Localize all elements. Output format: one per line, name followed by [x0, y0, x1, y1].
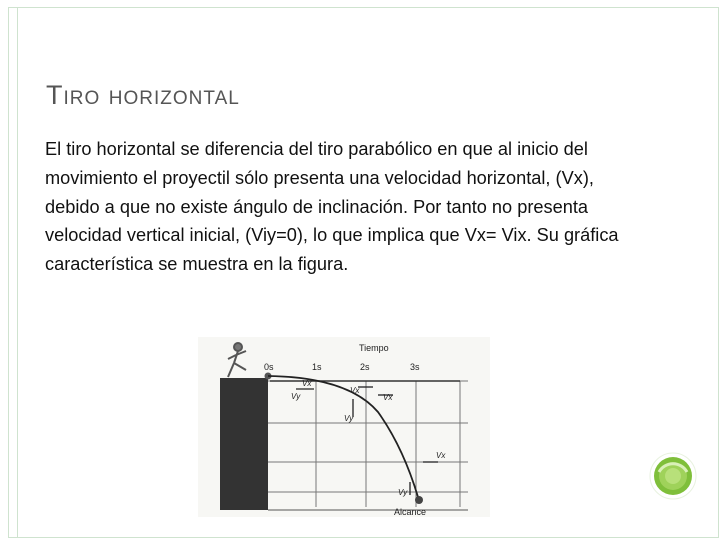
- ball-end: [415, 496, 423, 504]
- time-label-0: 0s: [264, 362, 274, 372]
- cliff-block: [220, 378, 268, 510]
- time-label-3: 3s: [410, 362, 420, 372]
- vy-label-4: Vy: [398, 488, 408, 497]
- vx-label-4: Vx: [436, 451, 446, 460]
- slide-body-text: El tiro horizontal se diferencia del tiro parabólico en que al inicio del movimiento el proyectil sólo presenta una velocidad horizontal, (Vx), debido a que no existe ángulo de inclinación. Por tanto no presenta velocidad vertical inicial, (Viy=0), lo que implica que Vx= Vix. Su gráfica característica se muestra en la figura.: [45, 139, 619, 275]
- time-axis-label: Tiempo: [359, 343, 389, 353]
- green-circle-decoration: [649, 452, 697, 500]
- range-label: Alcance: [394, 507, 427, 517]
- vx-label-3: Vx: [383, 393, 393, 402]
- vy-label-1: Vy: [291, 392, 301, 401]
- projectile-figure: [198, 337, 490, 517]
- slide-title: Tiro horizontal: [46, 80, 240, 110]
- vx-label-2: Vx: [350, 386, 360, 395]
- slide-left-rule: [17, 7, 18, 538]
- vx-label-1: Vx: [302, 379, 312, 388]
- time-label-1: 1s: [312, 362, 322, 372]
- vy-label-2: Vy: [344, 414, 354, 423]
- time-label-2: 2s: [360, 362, 370, 372]
